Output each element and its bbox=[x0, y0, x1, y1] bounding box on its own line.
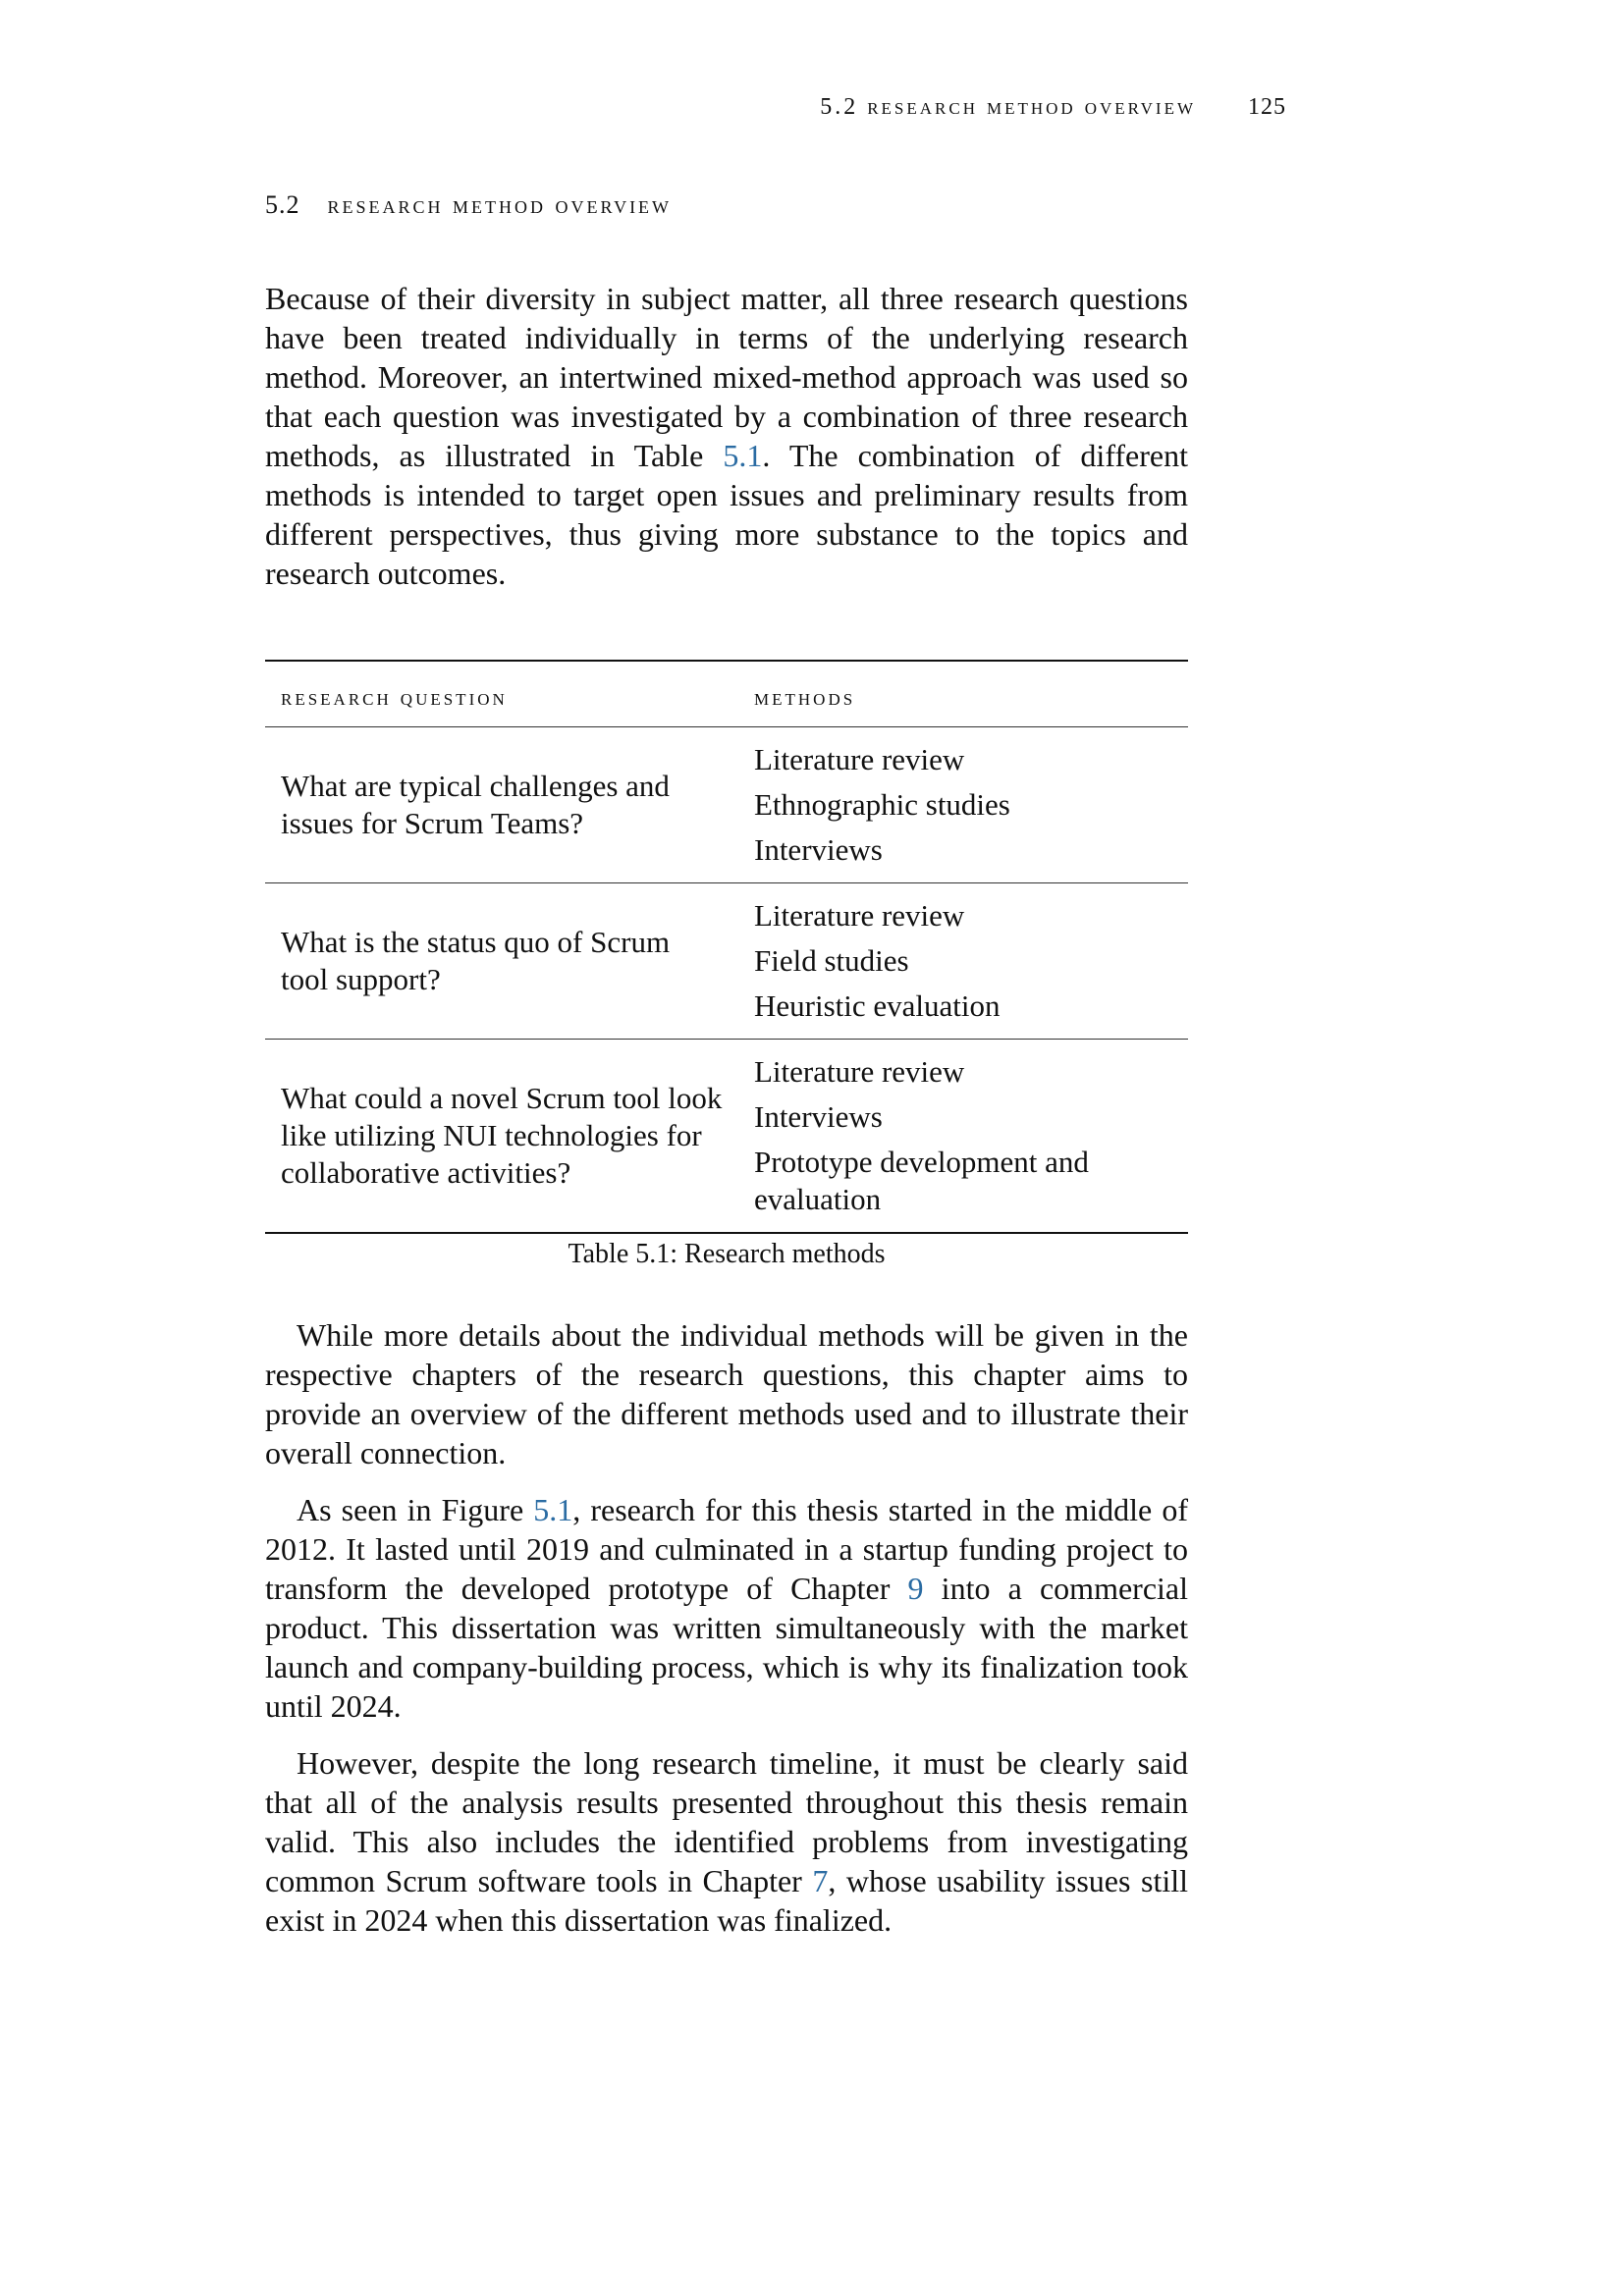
research-question-cell: What could a novel Scrum tool look like utilizing NUI technologies for collaborative activities? bbox=[265, 1040, 738, 1234]
paragraph-validity bbox=[265, 1743, 1188, 1940]
method-item: Ethnographic studies bbox=[754, 787, 1010, 822]
figure-reference-link[interactable]: 5.1 bbox=[533, 1492, 573, 1527]
chapter-reference-link[interactable]: 9 bbox=[907, 1571, 924, 1606]
paragraph-text: Because of their diversity in subject matter, all three research questions have been treated individually in terms of the underlying research method. Moreover, an intertwined mixed-method approach was used so that each question was investigated by a combination of three research methods, as illustrated in Table bbox=[265, 281, 1188, 473]
table-row bbox=[265, 883, 1188, 1040]
column-header-methods: methods bbox=[738, 661, 1188, 727]
research-question-cell: What is the status quo of Scrum tool support? bbox=[265, 883, 738, 1040]
paragraph-overview: While more details about the individual methods will be given in the respective chapters of the research questions, this chapter aims to provide an overview of the different methods used and to illustrate their overall connection. bbox=[265, 1317, 1188, 1470]
section-title: research method overview bbox=[327, 190, 673, 219]
methods-cell bbox=[738, 883, 1188, 1040]
section-number: 5.2 bbox=[265, 190, 300, 219]
paragraph-text: . The combination of different methods is intended to target open issues and preliminary results from different perspectives, thus giving more substance to the topics and research outcomes. bbox=[265, 438, 1189, 591]
method-item: Literature review bbox=[754, 898, 965, 933]
section-heading bbox=[265, 190, 672, 220]
methods-cell bbox=[738, 727, 1188, 883]
running-head bbox=[687, 94, 1286, 121]
method-item: Interviews bbox=[754, 832, 883, 867]
paragraph-text: , research for this thesis started in the middle of 2012. It lasted until 2019 and culminated in a startup funding project to transform the developed prototype of Chapter bbox=[265, 1492, 1189, 1606]
method-item: Interviews bbox=[754, 1099, 883, 1134]
paragraph-text: As seen in Figure bbox=[297, 1492, 534, 1527]
running-head-text: research method overview bbox=[867, 94, 1196, 120]
method-item: Literature review bbox=[754, 1054, 965, 1089]
method-item: Prototype development and evaluation bbox=[754, 1145, 1089, 1216]
research-methods-table bbox=[265, 660, 1188, 1234]
method-item: Literature review bbox=[754, 742, 965, 776]
paragraph-text: into a commercial product. This dissertation was written simultaneously with the market launch and company-building process, which is why its finalization took until 2024. bbox=[265, 1571, 1189, 1724]
table-header-row bbox=[265, 661, 1188, 727]
method-item: Heuristic evaluation bbox=[754, 988, 1001, 1023]
table-caption: Table 5.1: Research methods bbox=[568, 1239, 886, 1269]
paragraph-text: However, despite the long research timeline, it must be clearly said that all of the analysis results presented throughout this thesis remain valid. This also includes the identified problems from investigating common Scrum software tools in Chapter bbox=[265, 1745, 1188, 1898]
running-head-title bbox=[820, 94, 1205, 120]
paragraph-timeline bbox=[265, 1490, 1188, 1726]
table-row bbox=[265, 727, 1188, 883]
paragraph-text: , whose usability issues still exist in 2024 when this dissertation was finalized. bbox=[265, 1863, 1189, 1938]
methods-cell bbox=[738, 1040, 1188, 1234]
research-question-cell: What are typical challenges and issues for Scrum Teams? bbox=[265, 727, 738, 883]
table-reference-link[interactable]: 5.1 bbox=[723, 438, 763, 473]
page-number: 125 bbox=[1248, 94, 1286, 120]
paragraph-intro bbox=[265, 279, 1188, 593]
method-item: Field studies bbox=[754, 943, 909, 978]
table-row bbox=[265, 1040, 1188, 1234]
column-header-question: research question bbox=[265, 661, 738, 727]
chapter-reference-link[interactable]: 7 bbox=[812, 1863, 829, 1898]
running-head-section: 5.2 bbox=[820, 94, 859, 120]
